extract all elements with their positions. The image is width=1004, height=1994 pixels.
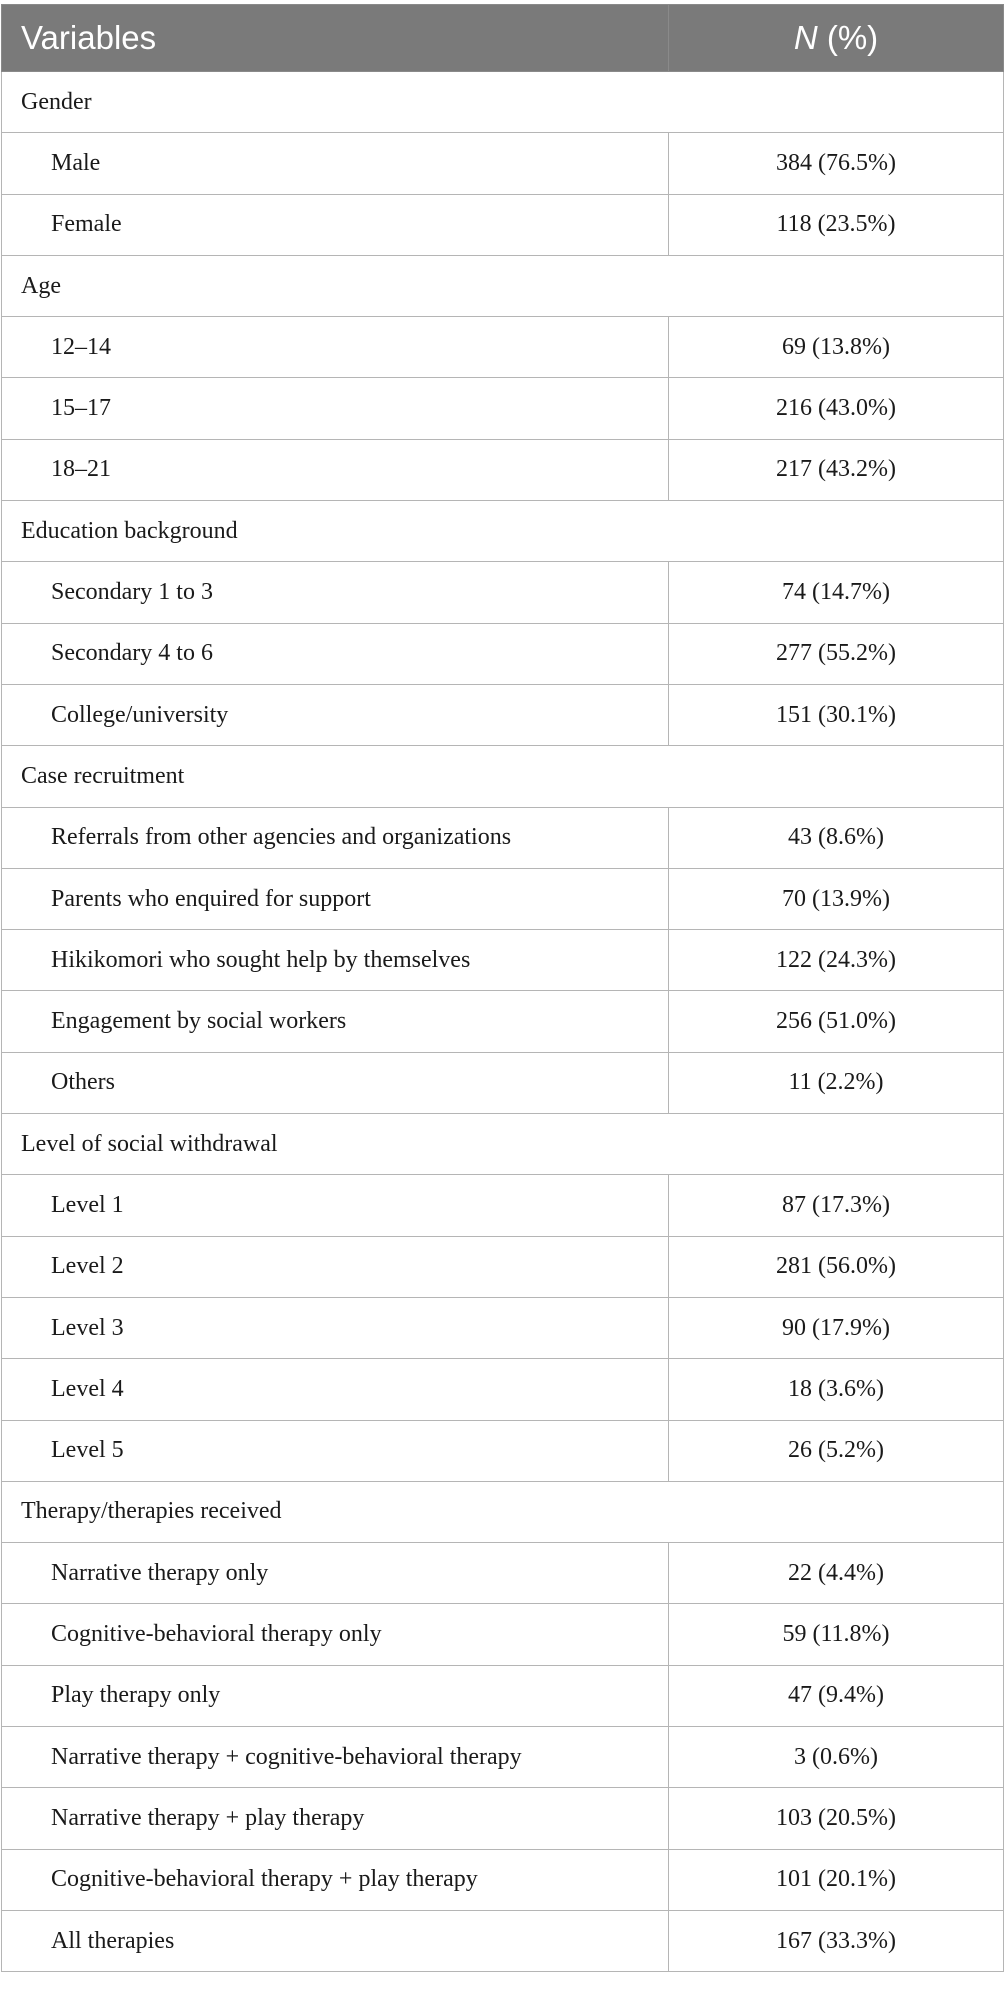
row-value: 11 (2.2%) (669, 1052, 1004, 1113)
row-label: Secondary 1 to 3 (2, 562, 669, 623)
row-label: Narrative therapy + play therapy (2, 1788, 669, 1849)
table-row (2, 1297, 1004, 1358)
row-value: 43 (8.6%) (669, 807, 1004, 868)
table-header-row (2, 5, 1004, 72)
table-row (2, 868, 1004, 929)
n-symbol: N (793, 19, 818, 56)
demographics-table (1, 4, 1004, 1972)
row-label: Parents who enquired for support (2, 868, 669, 929)
row-label: Others (2, 1052, 669, 1113)
row-label: 18–21 (2, 439, 669, 500)
n-percent-column-header (669, 5, 1004, 72)
variables-column-header: Variables (2, 5, 669, 72)
table-row (2, 1236, 1004, 1297)
row-label: Level 4 (2, 1359, 669, 1420)
row-label: Level 3 (2, 1297, 669, 1358)
category-label: Age (2, 255, 1004, 316)
row-value: 384 (76.5%) (669, 133, 1004, 194)
row-label: College/university (2, 684, 669, 745)
table-row (2, 317, 1004, 378)
row-label: Hikikomori who sought help by themselves (2, 930, 669, 991)
category-label: Case recruitment (2, 746, 1004, 807)
row-value: 3 (0.6%) (669, 1727, 1004, 1788)
table-row (2, 1543, 1004, 1604)
table-row (2, 378, 1004, 439)
category-row (2, 255, 1004, 316)
row-value: 74 (14.7%) (669, 562, 1004, 623)
row-value: 47 (9.4%) (669, 1665, 1004, 1726)
row-label: Cognitive-behavioral therapy + play therapy (2, 1849, 669, 1910)
table-row (2, 562, 1004, 623)
table-row (2, 1665, 1004, 1726)
table-row (2, 439, 1004, 500)
row-label: Secondary 4 to 6 (2, 623, 669, 684)
table-row (2, 1788, 1004, 1849)
row-label: 15–17 (2, 378, 669, 439)
category-row (2, 1481, 1004, 1542)
row-label: Male (2, 133, 669, 194)
table-row (2, 1910, 1004, 1971)
row-label: Narrative therapy + cognitive-behavioral therapy (2, 1727, 669, 1788)
row-value: 18 (3.6%) (669, 1359, 1004, 1420)
row-label: 12–14 (2, 317, 669, 378)
table-row (2, 133, 1004, 194)
row-value: 69 (13.8%) (669, 317, 1004, 378)
table-row (2, 1359, 1004, 1420)
table-row (2, 1420, 1004, 1481)
table-row (2, 1727, 1004, 1788)
table-row (2, 1175, 1004, 1236)
category-row (2, 72, 1004, 133)
row-value: 87 (17.3%) (669, 1175, 1004, 1236)
table-row (2, 991, 1004, 1052)
row-label: Play therapy only (2, 1665, 669, 1726)
row-value: 103 (20.5%) (669, 1788, 1004, 1849)
category-label: Therapy/therapies received (2, 1481, 1004, 1542)
row-value: 122 (24.3%) (669, 930, 1004, 991)
table-row (2, 194, 1004, 255)
row-value: 59 (11.8%) (669, 1604, 1004, 1665)
row-value: 151 (30.1%) (669, 684, 1004, 745)
row-value: 217 (43.2%) (669, 439, 1004, 500)
table-body (2, 72, 1004, 1972)
row-label: Level 2 (2, 1236, 669, 1297)
row-label: All therapies (2, 1910, 669, 1971)
row-value: 167 (33.3%) (669, 1910, 1004, 1971)
row-value: 90 (17.9%) (669, 1297, 1004, 1358)
row-label: Level 1 (2, 1175, 669, 1236)
row-value: 277 (55.2%) (669, 623, 1004, 684)
row-value: 216 (43.0%) (669, 378, 1004, 439)
row-value: 281 (56.0%) (669, 1236, 1004, 1297)
table-row (2, 1849, 1004, 1910)
row-value: 22 (4.4%) (669, 1543, 1004, 1604)
row-label: Level 5 (2, 1420, 669, 1481)
category-label: Level of social withdrawal (2, 1114, 1004, 1175)
table-row (2, 623, 1004, 684)
category-label: Education background (2, 501, 1004, 562)
row-value: 256 (51.0%) (669, 991, 1004, 1052)
row-value: 70 (13.9%) (669, 868, 1004, 929)
row-label: Female (2, 194, 669, 255)
row-value: 101 (20.1%) (669, 1849, 1004, 1910)
table-row (2, 1052, 1004, 1113)
row-label: Cognitive-behavioral therapy only (2, 1604, 669, 1665)
row-label: Referrals from other agencies and organizations (2, 807, 669, 868)
row-value: 26 (5.2%) (669, 1420, 1004, 1481)
percent-symbol: (%) (817, 19, 879, 56)
row-value: 118 (23.5%) (669, 194, 1004, 255)
category-label: Gender (2, 72, 1004, 133)
category-row (2, 501, 1004, 562)
table-row (2, 1604, 1004, 1665)
row-label: Engagement by social workers (2, 991, 669, 1052)
row-label: Narrative therapy only (2, 1543, 669, 1604)
table-row (2, 930, 1004, 991)
category-row (2, 746, 1004, 807)
category-row (2, 1114, 1004, 1175)
table-row (2, 807, 1004, 868)
table-row (2, 684, 1004, 745)
